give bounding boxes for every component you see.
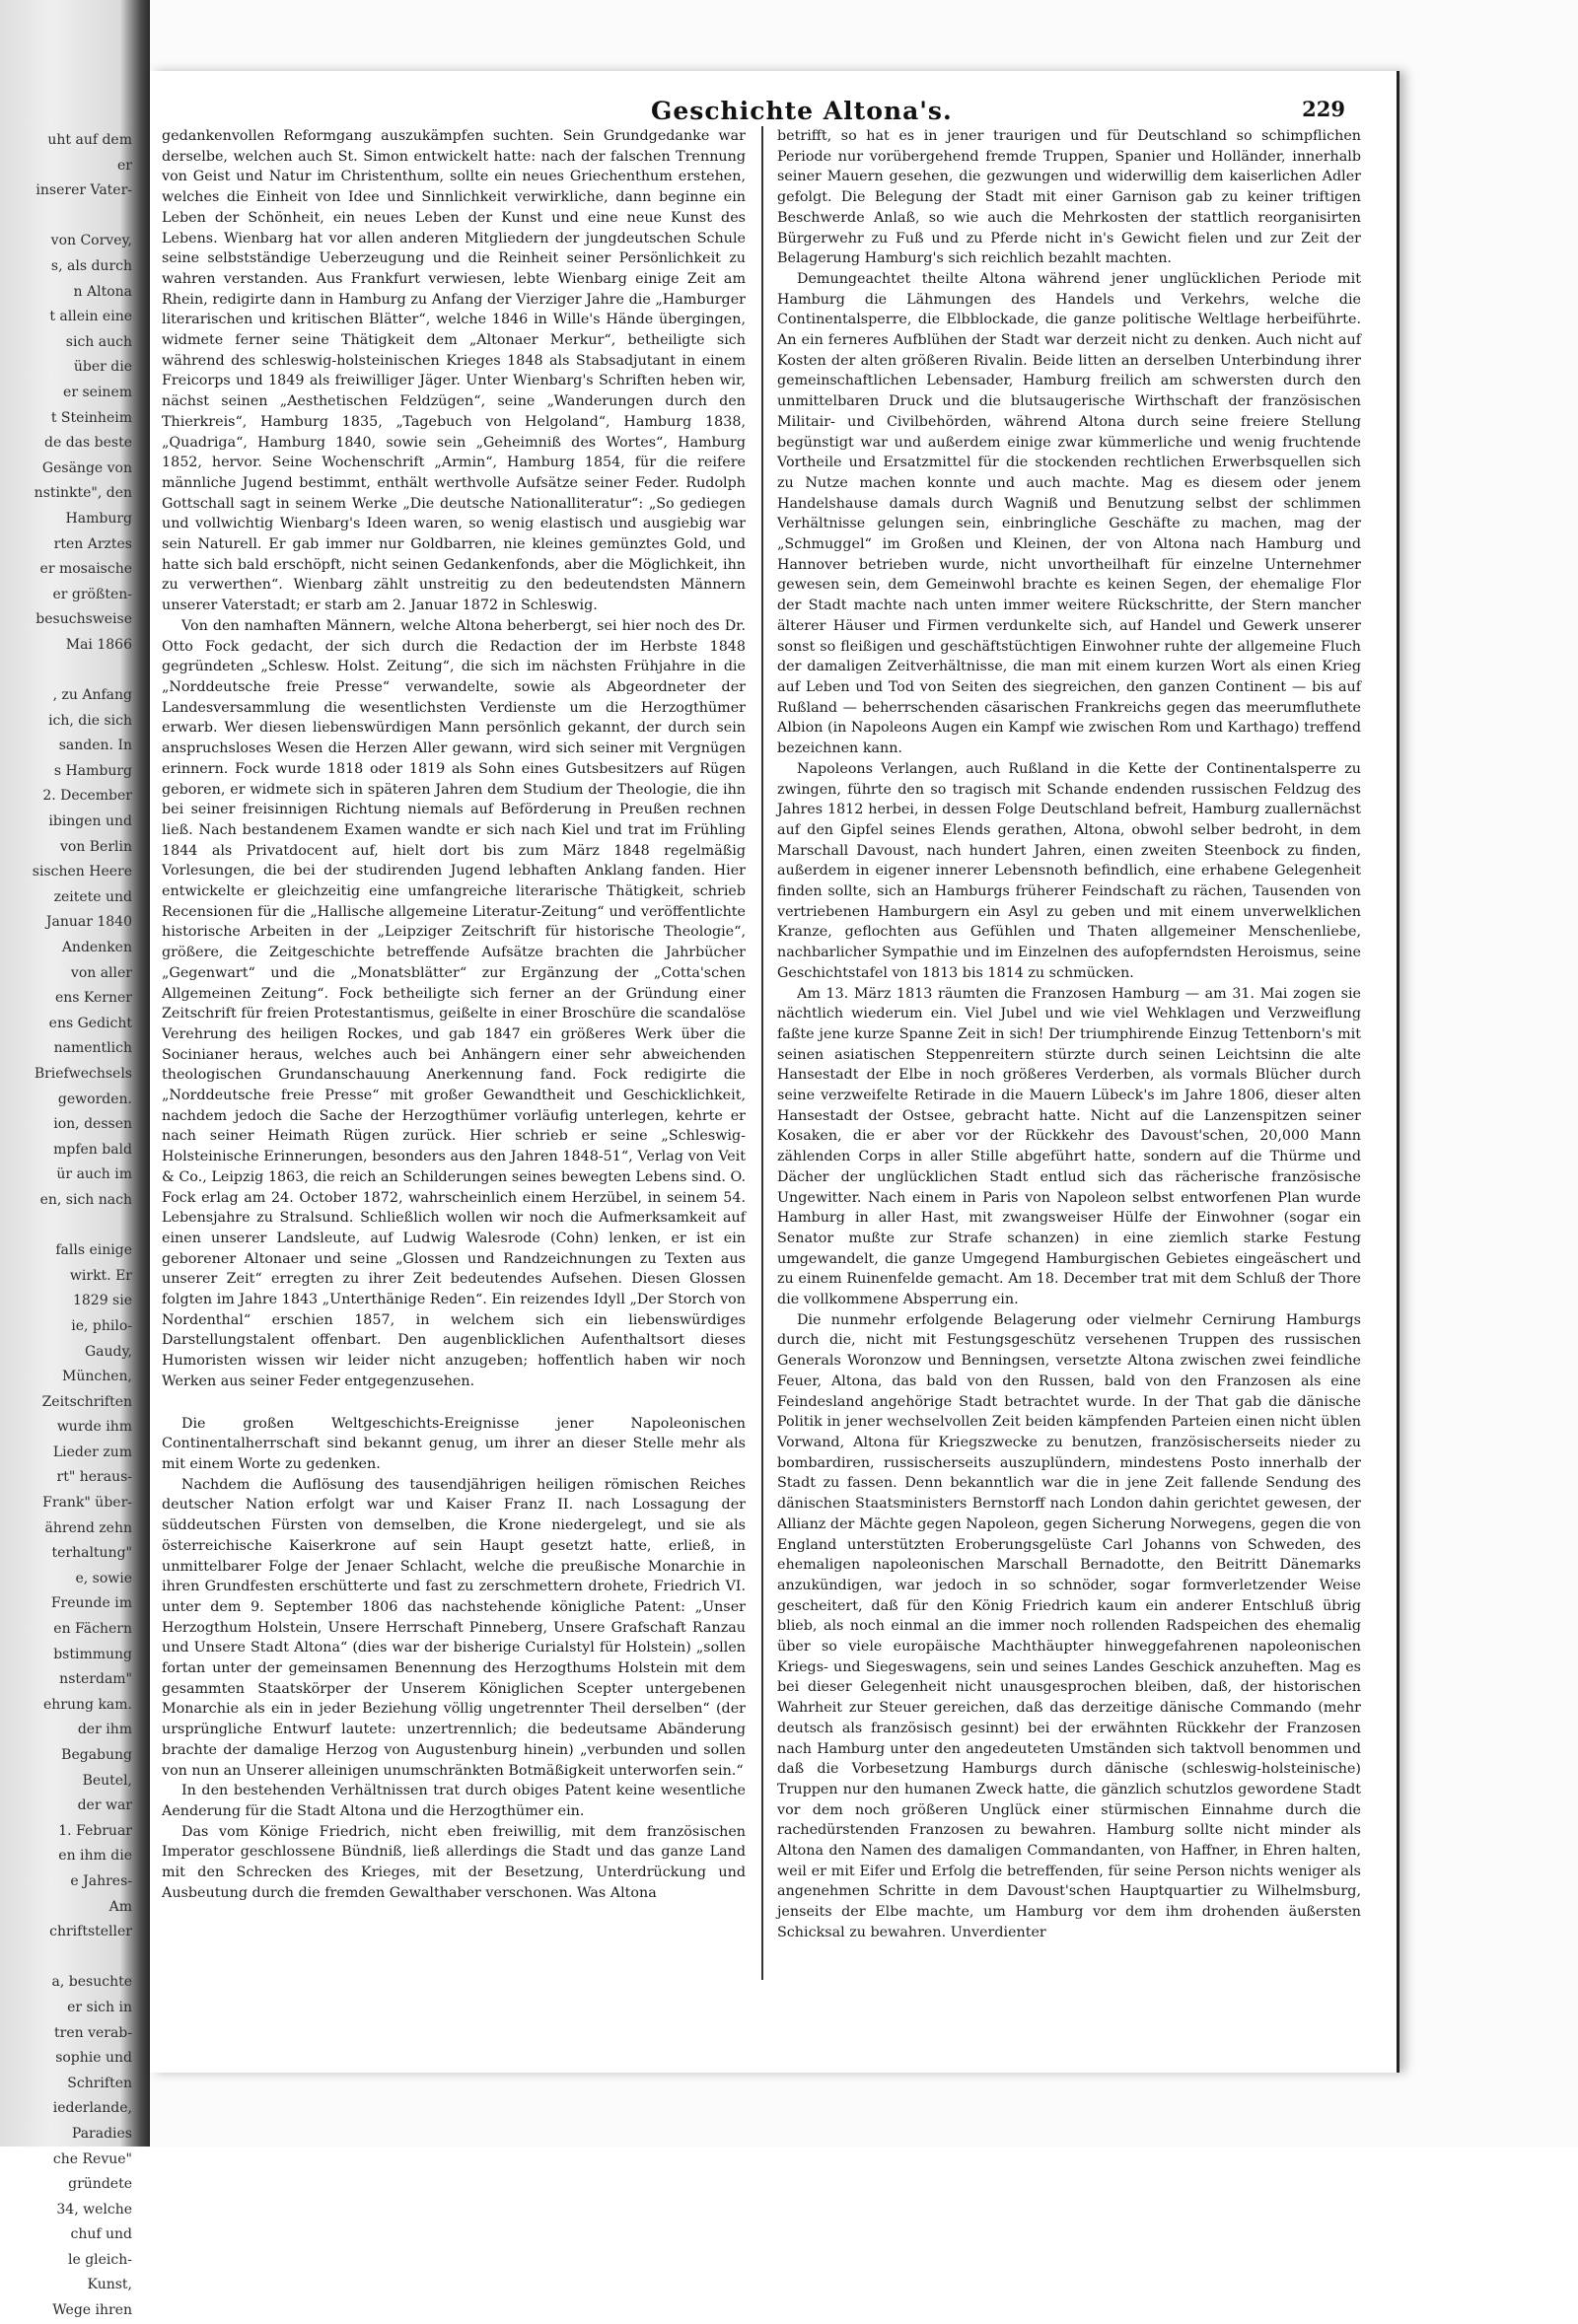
prev-page-line: en Fächern bbox=[53, 1621, 132, 1638]
prev-page-line: e Jahres- bbox=[70, 1872, 132, 1889]
paragraph: In den bestehenden Verhältnissen trat durch obiges Patent keine wesentliche Aenderung für die Stadt Altona und die Herzogthümer ein. bbox=[162, 1783, 746, 1819]
prev-page-line: chuf und bbox=[70, 2226, 132, 2243]
prev-page-line: ibingen und bbox=[48, 813, 132, 830]
prev-page-line: sanden. In bbox=[58, 738, 132, 754]
left-column bbox=[162, 126, 746, 1903]
prev-page-line: er sich in bbox=[67, 1999, 132, 2015]
prev-page-line: 1. Februar bbox=[58, 1822, 132, 1839]
prev-page-line: Freunde im bbox=[50, 1595, 132, 1612]
prev-page-line: che Revue" bbox=[52, 2150, 132, 2167]
prev-page-line: Beutel, bbox=[82, 1772, 132, 1789]
prev-page-line: ür auch im bbox=[56, 1166, 132, 1183]
prev-page-line: bstimmung bbox=[53, 1646, 132, 1662]
prev-page-line: , zu Anfang bbox=[52, 687, 132, 704]
prev-page-line: ens Gedicht bbox=[48, 1015, 132, 1031]
prev-page-line: gründete bbox=[68, 2176, 132, 2193]
prev-page-line: zeitete und bbox=[53, 888, 132, 905]
prev-page-line: terhaltung" bbox=[51, 1545, 132, 1562]
prev-page-line: Zeitschriften bbox=[41, 1393, 132, 1410]
prev-page-line: Am bbox=[108, 1898, 132, 1915]
prev-page-line: namentlich bbox=[53, 1040, 132, 1057]
prev-page-line: wirkt. Er bbox=[69, 1267, 132, 1284]
prev-page-line: t Steinheim bbox=[50, 409, 132, 426]
prev-page-line: e, sowie bbox=[75, 1570, 132, 1586]
paragraph: Napoleons Verlangen, auch Rußland in die Kette der Continentalsperre zu zwingen, führte den so tragisch mit Schande endenden russischen Feldzug des Jahres 1812 herbei, in dessen Folge Deutschland befreit, Hamburg zuallernächst auf den Gipfel seines Elends gerathen, Altona, obwohl selber bedroht, in dem Marschall Davoust, nach hundert Jahren, einen zweiten Steenbock zu finden, außerdem in eigener innerer Lebensnoth befindlich, eine erhabene Gelegenheit finden sollte, sich an Hamburgs früherer Feindschaft zu rächen, Tausenden von vertriebenen Hamburgern ein Asyl zu geben und mit einem unverwelklichen Kranze, geflochten aus Gefühlen und Thaten allgemeiner Menschenliebe, nachbarlicher Sympathie und im Einzelnen des aufopferndsten Heroismus, seine Geschichtstafel von 1813 bis 1814 zu schmücken. bbox=[777, 760, 1361, 981]
prev-page-line: von aller bbox=[70, 964, 132, 981]
prev-page-line: nsterdam" bbox=[59, 1671, 132, 1688]
prev-page-line: von Berlin bbox=[59, 838, 132, 855]
paragraph: Nachdem die Auflösung des tausendjährigen heiligen römischen Reiches deutscher Nation erfolgt war und Kaiser Franz II. nach Lossagung der süddeutschen Fürsten von demselben, die Krone niedergelegt, und sie als österreichische Kaiserkrone auf sein Haupt gesetzt hatte, erließ, in unmittelbarer Folge der Jenaer Schlacht, welche die preußische Monarchie in ihren Grundfesten erschütterte und fast zu zerschmettern drohete, Friedrich VI. unter dem 9. September 1806 das nachstehende königliche Patent: „Unser Herzogthum Holstein, Unsere Herrschaft Pinneberg, Unsere Grafschaft Ranzau und Unsere Stadt Altona“ (dies war der bisherige Curialstyl für Holstein) „sollen fortan unter der gemeinsamen Benennung des Herzogthums Holstein mit dem gesammten Staatskörper der Unserem Königlichen Scepter untergebenen Monarchie als ein in jeder Beziehung völlig ungetrennter Theil derselben“ (der ursprüngliche Entwurf lautete: unzertrennlich; die bedeutsame Abänderung brachte der damalige Herzog von Augustenburg hinein) „verbunden und sollen von nun an Unserer alleinigen unumschränkten Botmäßigkeit unterworfen sein.“ bbox=[162, 1476, 746, 1779]
prev-page-line: nstinkte", den bbox=[34, 485, 132, 502]
right-column bbox=[777, 126, 1361, 1943]
prev-page-line bbox=[0, 204, 138, 230]
prev-page-line: falls einige bbox=[55, 1242, 132, 1259]
prev-page-line: Kunst, bbox=[87, 2277, 132, 2293]
prev-page-line: ion, dessen bbox=[53, 1116, 132, 1133]
prev-page-line: wurde ihm bbox=[56, 1419, 132, 1436]
prev-page-line: der ihm bbox=[77, 1722, 132, 1738]
previous-page-fragment bbox=[0, 128, 138, 2319]
prev-page-line: München, bbox=[62, 1369, 132, 1385]
prev-page-line: de das beste bbox=[44, 435, 132, 452]
prev-page-line: Gesänge von bbox=[41, 459, 132, 476]
prev-page-line: über die bbox=[73, 359, 132, 376]
prev-page-line: Lieder zum bbox=[52, 1444, 132, 1460]
prev-page-line: s Hamburg bbox=[53, 762, 132, 779]
prev-page-line: iederlande, bbox=[52, 2100, 132, 2117]
prev-page-line: t allein eine bbox=[49, 309, 132, 325]
prev-page-line: Briefwechsels bbox=[34, 1065, 132, 1082]
prev-page-line bbox=[0, 1214, 138, 1239]
column-divider bbox=[761, 126, 763, 1980]
book-page bbox=[150, 71, 1399, 2073]
section-gap bbox=[162, 1392, 746, 1414]
prev-page-line: ich, die sich bbox=[48, 712, 132, 729]
page-number: 229 bbox=[1302, 97, 1345, 121]
paragraph: betrifft, so hat es in jener traurigen und für Deutschland so schimpflichen Periode nur vorübergehend fremde Truppen, Spanier und Holländer, innerhalb seiner Mauern gesehen, die gezwungen und widerwillig dem kaiserlichen Adler gefolgt. Die Belegung der Stadt mit einer Garnison gab zu keiner triftigen Beschwerde Anlaß, so wie auch die Mehrkosten der stattlich reorganisirten Bürgerwehr zu Fuß und zu Pferde nicht in's Gewicht fielen und zur Zeit der Belagerung Hamburg's sich reichlich bezahlt machten. bbox=[777, 128, 1361, 267]
prev-page-line: 2. December bbox=[42, 788, 132, 805]
paragraph: Am 13. März 1813 räumten die Franzosen Hamburg — am 31. Mai zogen sie nächtlich wiederum ein. Viel Jubel und wie viel Wehklagen und Verzweiflung faßte jene kurze Spanne Zeit in sich! Der triumphirende Einzug Tettenborn's mit seinen asiatischen Steppenreitern stürzte durch seinen Leichtsinn die alte Hansestadt der Elbe in noch größeres Verderben, als vormals Blücher durch seine verzweifelte Retirade in die Mauern Lübeck's im Jahre 1806, dieser alten Hansestadt der Ostsee, gebracht hatte. Nicht auf die Lanzenspitzen seiner Kosaken, die er aber vor der Rückkehr des Davoust'schen, 20,000 Mann zählenden Corps in aller Stille abgeführt hatte, sondern auf die Thürme und Dächer der unglücklichen Stadt entlud sich das rächerische französische Ungewitter. Nach einem in Paris von Napoleon selbst entworfenen Plan wurde Hamburg in aller Hast, mit zwangsweiser Hülfe der Einwohner (sogar ein Senator mußte zur Strafe schanzen) in eine ziemlich starke Festung umgewandelt, die ganze Umgegend Hamburgischen Gebietes eingeäschert und zu einem Ruinenfelde gemacht. Am 18. December trat mit dem Schluß der Thore die vollkommene Absperrung ein. bbox=[777, 985, 1361, 1308]
prev-page-line: geworden. bbox=[57, 1091, 132, 1107]
prev-page-line: sophie und bbox=[55, 2050, 132, 2067]
prev-page-line: Gaudy, bbox=[84, 1343, 132, 1360]
prev-page-line: ens Kerner bbox=[55, 990, 132, 1007]
prev-page-line: er bbox=[117, 157, 132, 174]
prev-page-line: 1829 sie bbox=[72, 1293, 132, 1309]
prev-page-line: Wege ihren bbox=[52, 2302, 132, 2319]
prev-page-line: Hamburg bbox=[65, 510, 132, 527]
prev-page-line: uht auf dem bbox=[47, 132, 132, 148]
prev-page-line: er seinem bbox=[63, 384, 132, 400]
prev-page-line: n Altona bbox=[73, 283, 132, 300]
prev-page-line: sich auch bbox=[65, 333, 132, 350]
prev-page-line: s, als durch bbox=[50, 257, 132, 274]
prev-page-line: le gleich- bbox=[67, 2251, 132, 2268]
running-header-title: Geschichte Altona's. bbox=[651, 97, 953, 125]
prev-page-line: ährend zehn bbox=[44, 1519, 132, 1536]
prev-page-line: tren verab- bbox=[54, 2024, 132, 2041]
prev-page-line: en, sich nach bbox=[39, 1191, 132, 1208]
prev-page-line bbox=[0, 658, 138, 683]
prev-page-line: inserer Vater- bbox=[36, 182, 132, 199]
paragraph: Die großen Weltgeschichts-Ereignisse jener Napoleonischen Continentalherrschaft sind bekannt genug, um ihrer an dieser Stelle mehr als mit einem Worte zu gedenken. bbox=[162, 1415, 746, 1472]
prev-page-line: Schriften bbox=[67, 2075, 132, 2091]
prev-page-line: Frank" über- bbox=[42, 1495, 132, 1512]
prev-page-line: rt" heraus- bbox=[56, 1469, 132, 1486]
paragraph: Die nunmehr erfolgende Belagerung oder vielmehr Cernirung Hamburgs durch die, nicht mit Festungsgeschütz versehenen Truppen des russischen Generals Woronzow und Benningsen, versetzte Altona zwischen zwei feindliche Feuer, Altona, das bald von den Russen, bald von den Franzosen als eine Feindesland angehörige Stadt betrachtet wurde. In der That gab die dänische Politik in jener wechselvollen Zeit beiden kämpfenden Parteien einen nicht üblen Vorwand, Altona für Kriegszwecke zu benutzen, französischerseits nieder zu bombardiren, russischerseits auszuplündern, mindestens Posto innerhalb der Stadt zu fassen. Denn bekanntlich war die in jene Zeit fallende Sendung des dänischen Staatsministers Bernstorff nach London dahin gerichtet gewesen, der Allianz der Mächte gegen Napoleon, gegen Sicherung Norwegens, gegen die von England unterstützten Eroberungsgelüste Carl Johanns von Schweden, des ehemaligen napoleonischen Marschall Bernadotte, den Beitritt Dänemarks anzukündigen, war jedoch in so schnöder, sogar formverletzender Weise gescheitert, daß für den König Friedrich kaum ein anderer Entschluß übrig blieb, als noch einmal an die immer noch rollenden Radspeichen des ehemalig über so viele europäische Machthäupter hinweggefahrenen napoleonischen Kriegs- und Siegeswagens, sein und seines Landes Geschick anzuheften. Mag es bei dieser Gelegenheit nicht unausgesprochen bleiben, daß, der historischen Wahrheit zur Steuer gereichen, daß das derzeitige dänische Commando (mehr deutsch als französisch gesinnt) bei der erwähnten Rückkehr der Franzosen nach Hamburg unter den angedeuteten Umständen sich taktvoll benommen und daß die Vorbesetzung Hamburgs durch dänische (schleswig-holsteinische) Truppen nur den humanen Zweck hatte, die gänzlich schutzlos gewordene Stadt vor dem noch größeren Unglück einer stürmischen Einnahme durch die rachedürstenden Franzosen zu bewahren. Hamburg sollte nicht minder als Altona den Namen des damaligen Commandanten, von Haffner, in Ehren halten, weil er mit Eifer und Erfolg die betreffenden, für seine Person nichts weniger als angenehmen Schritte in dem Davoust'schen Hauptquartier zu Wilhelmsburg, jenseits der Elbe machte, um Hamburg vor dem ihm drohenden äußersten Schicksal zu bewahren. Unverdienter bbox=[777, 1311, 1361, 1940]
prev-page-line: Mai 1866 bbox=[65, 636, 132, 653]
paragraph: gedankenvollen Reformgang auszukämpfen suchten. Sein Grundgedanke war derselbe, welchen auch St. Simon entwickelt hatte: nach der falschen Trennung von Geist und Natur im Christenthum, sollte ein neues Griechenthum erstehen, welches die Einheit von Idee und Sinnlichkeit verwirkliche, dann beginne ein Leben der Schönheit, ein neues Leben der Kunst und eine neue Kunst des Lebens. Wienbarg hat vor allen anderen Mitgliedern der jungdeutschen Schule seine selbstständige Ueberzeugung und die Reinheit seiner Persönlichkeit zu wahren verstanden. Aus Frankfurt verwiesen, lebte Wienbarg einige Zeit am Rhein, redigirte dann in Hamburg zu Anfang der Vierziger Jahre die „Hamburger literarischen und kritischen Blätter“, welche 1846 in Wille's Hände übergingen, widmete ferner seine Thätigkeit dem „Altonaer Merkur“, betheiligte sich während des schleswig-holsteinischen Krieges 1848 als Stabsadjutant in einem Freicorps und 1849 als freiwilliger Jäger. Unter Wienbarg's Schriften heben wir, nächst seinen „Aesthetischen Feldzügen“, seine „Wanderungen durch den Thierkreis“, Hamburg 1835, „Tagebuch von Helgoland“, Hamburg 1838, „Quadriga“, Hamburg 1840, sowie sein „Geheimniß des Wortes“, Hamburg 1852, hervor. Seine Wochenschrift „Armin“, Hamburg 1854, für die reifere männliche Jugend bestimmt, enthält werthvolle Aufsätze seiner Feder. Rudolph Gottschall sagt in seinem Werke „Die deutsche Nationalliteratur“: „So gediegen und vollwichtig Wienbarg's Ideen waren, so wenig elastisch und ausgiebig war sein Naturell. Er gab immer nur Goldbarren, nie kleines gemünztes Gold, und hatte sich bald erschöpft, nicht seinen Gedankenfonds, aber die Möglichkeit, ihn zu verwerthen“. Wienbarg zählt unstreitig zu den bedeutendsten Männern unserer Vaterstadt; er starb am 2. Januar 1872 in Schleswig. bbox=[162, 128, 746, 614]
prev-page-line: besuchsweise bbox=[36, 611, 132, 628]
prev-page-line: Januar 1840 bbox=[45, 914, 132, 931]
paragraph: Das vom Könige Friedrich, nicht eben freiwillig, mit dem französischen Imperator geschlossene Bündniß, ließ allerdings die Stadt und das ganze Land mit den Schrecken des Krieges, mit der Besetzung, Unterdrückung und Ausbeutung durch die fremden Gewalthaber verschonen. Was Altona bbox=[162, 1823, 746, 1901]
prev-page-line: a, besuchte bbox=[51, 1974, 132, 1991]
prev-page-line: von Corvey, bbox=[50, 233, 132, 249]
prev-page-line: Begabung bbox=[61, 1747, 132, 1763]
prev-page-line: sischen Heere bbox=[32, 864, 132, 880]
paragraph: Von den namhaften Männern, welche Altona beherbergt, sei hier noch des Dr. Otto Fock gedacht, der sich durch die Redaction der im Herbste 1848 gegründeten „Schlesw. Holst. Zeitung“, die sich im nächsten Frühjahre in die „Norddeutsche freie Presse“ verwandelte, sowie als Abgeordneter der Landesversammlung die wesentlichsten Verdienste um die Herzogthümer erwarb. Wer diesen liebenswürdigen Mann persönlich gekannt, der durch sein anspruchsloses Wesen die Herzen Aller gewann, wird sich seiner mit Vergnügen erinnern. Fock wurde 1818 oder 1819 als Sohn eines Gutsbesitzers auf Rügen geboren, er widmete sich in späteren Jahren dem Studium der Theologie, die ihn bei seiner freisinnigen Richtung niemals auf Beförderung in Preußen rechnen ließ. Nach bestandenem Examen wandte er sich nach Kiel und trat im Frühling 1844 als Privatdocent auf, hielt dort bis zum März 1848 regelmäßig Vorlesungen, die bei der studirenden Jugend lebhaften Anklang fanden. Hier entwickelte er gleichzeitig eine umfangreiche literarische Thätigkeit, schrieb Recensionen für die „Hallische allgemeine Literatur-Zeitung“ und veröffentlichte historische Arbeiten in der „Leipziger Zeitschrift für historische Theologie“, größere, die Zeitgeschichte betreffende Aufsätze brachten die Jahrbücher „Gegenwart“ und die „Monatsblätter“ zur Ergänzung der „Cotta'schen Allgemeinen Zeitung“. Fock betheiligte sich ferner an der Gründung einer Zeitschrift für freien Protestantismus, geißelte in einer Broschüre die scandalöse Verehrung des heiligen Rockes, und gab 1847 ein größeres Werk über die Socinianer heraus, welches auch bei Anhängern einer sehr abweichenden theologischen Grundanschauung Anerkennung fand. Fock redigirte die „Norddeutsche freie Presse“ mit großer Gewandtheit und Geschicklichkeit, nachdem jedoch die Sache der Herzogthümer vorläufig unterlegen, kehrte er nach seiner Heimath Rügen zurück. Hier schrieb er seine „Schleswig-Holsteinische Erinnerungen, besonders aus den Jahren 1848-51“, Verlag von Veit & Co., Leipzig 1863, die reich an Schilderungen seines bewegten Lebens sind. O. Fock erlag am 24. October 1872, wahrscheinlich einem Herzübel, in seinem 54. Lebensjahre zu Stralsund. Schließlich wollen wir noch die Aufmerksamkeit auf einen unserer Landsleute, auf Ludwig Walesrode (Cohn) lenken, er ist ein geborener Altonaer und seine „Glossen und Randzeichnungen zu Texten aus unserer Zeit“ erregten zu ihrer Zeit bedeutendes Aufsehen. Diesen Glossen folgten im Jahre 1843 „Unterthänige Reden“. Ein reizendes Idyll „Der Storch von Nordenthal“ erschien 1857, in welchem sich ein liebenswürdiges Darstellungstalent offenbart. Den augenblicklichen Aufenthaltsort dieses Humoristen wissen wir leider nicht anzugeben; hoffentlich haben wir noch Werken aus seiner Feder entgegenzusehen. bbox=[162, 617, 746, 1389]
prev-page-line: ie, philo- bbox=[71, 1317, 132, 1334]
prev-page-line: chriftsteller bbox=[49, 1924, 132, 1940]
prev-page-line bbox=[0, 1945, 138, 1971]
prev-page-line: 34, welche bbox=[56, 2201, 132, 2218]
paragraph: Demungeachtet theilte Altona während jener unglücklichen Periode mit Hamburg die Lähmungen des Handels und Verkehrs, welche die Continentalsperre, die Elbblockade, die ganze politische Weltlage herbeiführte. An ein ferneres Aufblühen der Stadt war derzeit nicht zu denken. Auch nicht auf Kosten der alten größeren Rivalin. Beide litten an derselben Unterbindung ihrer gemeinschaftlichen Lebensader, Hamburg freilich am schwersten durch den unmittelbaren Druck und die blutsaugerische Wirthschaft der französischen Militair- und Civilbehörden, während Altona durch seine freiere Stellung begünstigt war und außerdem einige zwar kümmerliche und wenig fruchtende Vortheile und Ersatzmittel für die stockenden rechtlichen Erwerbsquellen sich zu Nutze machen konnte und auch machte. Mag es diesem oder jenem Handelshause damals durch Wagniß und Benutzung selbst der schlimmen Verhältnisse gelungen sein, einbringliche Geschäfte zu machen, mag der „Schmuggel“ im Großen und Kleinen, der von Altona nach Hamburg und Hannover betrieben wurde, nicht unvortheilhaft für einzelne Unternehmer gewesen sein, dem Gemeinwohl brachte es keinen Segen, der ehemalige Flor der Stadt machte nach unten immer weitere Rückschritte, der Stern mancher älterer Häuser und Firmen verdunkelte sich, auf Handel und Gewerk unserer sonst so fleißigen und geschäftstüchtigen Einwohner ruhte der allgemeine Fluch der damaligen Zeitverhältnisse, die man mit einem kurzen Wort als einen Krieg auf Leben und Tod von Seiten des siegreichen, den ganzen Continent — bis auf Rußland — beherrschenden cäsarischen Frankreichs gegen das meerumfluthete Albion (in Napoleons Augen ein Kampf wie zwischen Rom und Karthago) treffend bezeichnen kann. bbox=[777, 270, 1361, 757]
prev-page-line: rten Arztes bbox=[53, 535, 132, 552]
prev-page-line: ehrung kam. bbox=[43, 1696, 132, 1713]
prev-page-line: er größten- bbox=[52, 586, 132, 602]
prev-page-line: er mosaische bbox=[39, 561, 132, 578]
prev-page-line: mpfen bald bbox=[53, 1141, 132, 1158]
prev-page-line: en ihm die bbox=[58, 1848, 132, 1865]
prev-page-line: Paradies bbox=[71, 2125, 132, 2142]
prev-page-line: Andenken bbox=[61, 940, 132, 955]
prev-page-line: der war bbox=[77, 1797, 132, 1814]
